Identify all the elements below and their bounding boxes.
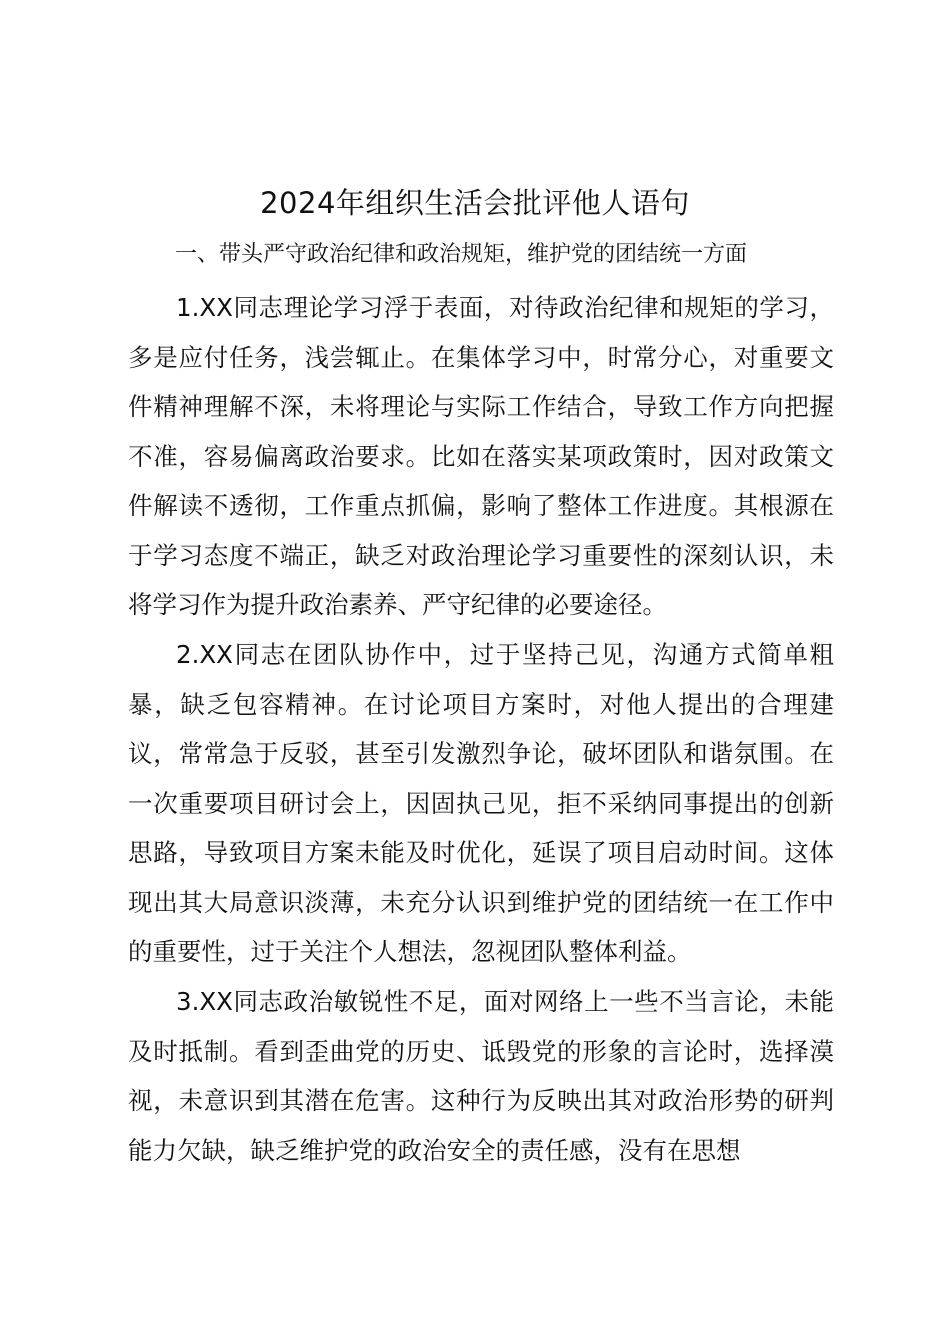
paragraph-2: 2.XX同志在团队协作中，过于坚持己见，沟通方式简单粗暴，缺乏包容精神。在讨论项目方案时，对他人提出的合理建议，常常急于反驳，甚至引发激烈争论，破坏团队和谐氛围。在一次重要项目研讨会上，因固执己见，拒不采纳同事提出的创新思路，导致项目方案未能及时优化，延误了项目启动时间。这体现出其大局意识淡薄，未充分认识到维护党的团结统一在工作中的重要性，过于关注个人想法，忽视团队整体利益。 xyxy=(128,640,834,966)
document-title: 2024年组织生活会批评他人语句 xyxy=(260,186,690,220)
paragraph-3: 3.XX同志政治敏锐性不足，面对网络上一些不当言论，未能及时抵制。看到歪曲党的历史、诋毁党的形象的言论时，选择漠视，未意识到其潜在危害。这种行为反映出其对政治形势的研判能力欠缺，缺乏维护党的政治安全的责任感，没有在思想 xyxy=(128,987,834,1165)
section-heading: 一、带头严守政治纪律和政治规矩，维护党的团结统一方面 xyxy=(175,242,748,267)
paragraph-1: 1.XX同志理论学习浮于表面，对待政治纪律和规矩的学习，多是应付任务，浅尝辄止。在集体学习中，时常分心，对重要文件精神理解不深，未将理论与实际工作结合，导致工作方向把握不准，容易偏离政治要求。比如在落实某项政策时，因对政策文件解读不透彻，工作重点抓偏，影响了整体工作进度。其根源在于学习态度不端正，缺乏对政治理论学习重要性的深刻认识，未将学习作为提升政治素养、严守纪律的必要途径。 xyxy=(128,293,834,619)
